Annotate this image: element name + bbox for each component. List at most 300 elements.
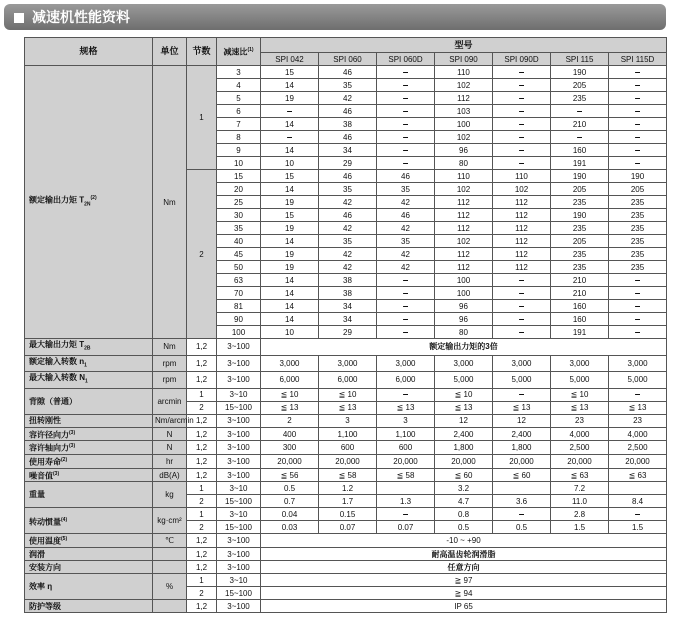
stage-cell: 1,2 <box>187 534 217 548</box>
value-cell: 235 <box>551 92 609 105</box>
value-cell: – <box>609 144 667 157</box>
value-cell: 5,000 <box>609 372 667 389</box>
row-label: 重量 <box>25 482 153 508</box>
value-cell: ≦ 63 <box>609 468 667 482</box>
row-label: 防护等级 <box>25 600 153 613</box>
value-cell: 191 <box>551 326 609 339</box>
value-cell: 102 <box>493 183 551 196</box>
value-cell: – <box>609 388 667 401</box>
table-row <box>25 548 667 561</box>
value-cell: – <box>609 326 667 339</box>
value-cell: ≦ 58 <box>377 468 435 482</box>
value-cell: 210 <box>551 287 609 300</box>
value-cell: ≦ 13 <box>609 401 667 414</box>
value-cell: 112 <box>493 222 551 235</box>
value-cell: – <box>377 313 435 326</box>
value-cell: 4,000 <box>609 427 667 441</box>
value-cell: 6,000 <box>261 372 319 389</box>
value-cell: 205 <box>551 235 609 248</box>
value-cell: 112 <box>435 261 493 274</box>
value-cell: 42 <box>319 261 377 274</box>
value-cell: 3,000 <box>551 355 609 372</box>
value-cell: 190 <box>609 170 667 183</box>
value-cell: 235 <box>609 235 667 248</box>
unit-cell: Nm/arcmin <box>153 414 187 427</box>
value-cell: 112 <box>493 196 551 209</box>
table-row <box>25 441 667 455</box>
value-cell: 23 <box>551 414 609 427</box>
value-cell: 160 <box>551 313 609 326</box>
value-cell <box>377 482 435 495</box>
value-cell: 3,000 <box>435 355 493 372</box>
unit-cell: rpm <box>153 355 187 372</box>
value-cell: 42 <box>377 261 435 274</box>
row-label: 容许轴向力$^{(3)}$ <box>25 441 153 455</box>
value-cell: – <box>493 287 551 300</box>
value-cell: – <box>609 118 667 131</box>
value-cell: – <box>609 66 667 79</box>
value-cell: 112 <box>435 196 493 209</box>
value-cell: 112 <box>493 248 551 261</box>
table-row <box>25 508 667 521</box>
stage-cell: 1,2 <box>187 339 217 356</box>
value-cell: – <box>609 287 667 300</box>
table-row <box>25 388 667 401</box>
value-cell: 205 <box>551 183 609 196</box>
ratio-cell: 8 <box>217 131 261 144</box>
value-cell: 0.15 <box>319 508 377 521</box>
ratio-cell: 3~100 <box>217 414 261 427</box>
value-cell: – <box>551 105 609 118</box>
value-cell: 235 <box>609 196 667 209</box>
stage-cell: 1 <box>187 508 217 521</box>
page-title: 减速机性能资料 <box>32 9 130 25</box>
value-cell: 1,800 <box>493 441 551 455</box>
value-cell: 0.03 <box>261 521 319 534</box>
value-cell: 400 <box>261 427 319 441</box>
unit-cell: hr <box>153 455 187 469</box>
value-cell: 190 <box>551 66 609 79</box>
model-name: SPI 115D <box>609 53 667 66</box>
value-cell: 34 <box>319 313 377 326</box>
value-cell: 14 <box>261 274 319 287</box>
table-row <box>25 534 667 548</box>
value-cell: 10 <box>261 157 319 170</box>
value-cell: 15 <box>261 170 319 183</box>
model-name: SPI 090 <box>435 53 493 66</box>
value-cell: 46 <box>319 209 377 222</box>
table-row <box>25 455 667 469</box>
value-cell: 2,400 <box>435 427 493 441</box>
table-row <box>25 414 667 427</box>
value-cell: 0.04 <box>261 508 319 521</box>
value-cell: ≦ 13 <box>435 401 493 414</box>
value-cell: 110 <box>435 66 493 79</box>
value-cell: 20,000 <box>319 455 377 469</box>
value-cell: 14 <box>261 300 319 313</box>
value-cell: 0.5 <box>435 521 493 534</box>
stage-cell: 1,2 <box>187 355 217 372</box>
value-span: 耐高温齿轮润滑脂 <box>261 548 667 561</box>
value-cell: 35 <box>319 183 377 196</box>
value-cell: 19 <box>261 222 319 235</box>
value-span: ≧ 97 <box>261 574 667 587</box>
value-cell: 235 <box>551 222 609 235</box>
value-cell: 42 <box>319 248 377 261</box>
value-cell: 19 <box>261 196 319 209</box>
ratio-header: 减速比$^{(1)}$ <box>217 38 261 66</box>
value-cell: 46 <box>319 131 377 144</box>
value-cell: – <box>377 388 435 401</box>
value-cell: 35 <box>377 235 435 248</box>
ratio-cell: 40 <box>217 235 261 248</box>
value-cell: 35 <box>319 235 377 248</box>
value-cell: 110 <box>435 170 493 183</box>
stage-cell: 1,2 <box>187 561 217 574</box>
value-cell: 11.0 <box>551 495 609 508</box>
value-cell: – <box>377 144 435 157</box>
table-row <box>25 574 667 587</box>
value-cell: – <box>377 157 435 170</box>
value-cell: ≦ 10 <box>261 388 319 401</box>
value-cell: 6,000 <box>319 372 377 389</box>
value-cell: 23 <box>609 414 667 427</box>
table-row <box>25 600 667 613</box>
value-cell: – <box>377 131 435 144</box>
value-cell: 35 <box>377 183 435 196</box>
ratio-cell: 3 <box>217 66 261 79</box>
unit-cell: ℃ <box>153 534 187 548</box>
ratio-cell: 3~100 <box>217 427 261 441</box>
square-icon <box>14 13 24 23</box>
stage-cell: 1,2 <box>187 600 217 613</box>
value-cell: 19 <box>261 261 319 274</box>
value-cell: 3 <box>377 414 435 427</box>
value-cell: 300 <box>261 441 319 455</box>
ratio-cell: 3~100 <box>217 355 261 372</box>
value-cell: 46 <box>377 170 435 183</box>
value-cell: 3,000 <box>609 355 667 372</box>
value-cell: 102 <box>435 235 493 248</box>
stage-cell: 1 <box>187 66 217 170</box>
value-cell: 96 <box>435 300 493 313</box>
row-label: 转动惯量$^{(4)}$ <box>25 508 153 534</box>
unit-cell: dB(A) <box>153 468 187 482</box>
row-label: 最大输出力矩 $T_{2B}$ <box>25 339 153 356</box>
table-row <box>25 468 667 482</box>
stages-header: 节数 <box>187 38 217 66</box>
model-name: SPI 115 <box>551 53 609 66</box>
value-cell: 0.07 <box>319 521 377 534</box>
value-cell: 19 <box>261 92 319 105</box>
unit-cell <box>153 600 187 613</box>
row-label: 额定输出力矩 $T_{2N}^{(2)}$ <box>25 66 153 339</box>
ratio-cell: 3~100 <box>217 455 261 469</box>
row-label: 噪音值$^{(3)}$ <box>25 468 153 482</box>
ratio-cell: 3~10 <box>217 482 261 495</box>
value-cell: 112 <box>493 261 551 274</box>
value-cell: 20,000 <box>493 455 551 469</box>
value-cell: 46 <box>319 66 377 79</box>
value-cell: 600 <box>319 441 377 455</box>
unit-header: 单位 <box>153 38 187 66</box>
stage-cell: 2 <box>187 170 217 339</box>
value-cell: – <box>493 105 551 118</box>
value-cell: 20,000 <box>551 455 609 469</box>
value-cell: 100 <box>435 287 493 300</box>
ratio-cell: 3~10 <box>217 574 261 587</box>
value-cell: 102 <box>435 131 493 144</box>
value-cell: – <box>493 79 551 92</box>
value-cell: – <box>377 326 435 339</box>
value-cell: ≦ 13 <box>377 401 435 414</box>
value-cell: 14 <box>261 287 319 300</box>
value-cell: 3 <box>319 414 377 427</box>
unit-cell: arcmin <box>153 388 187 414</box>
value-cell: – <box>377 92 435 105</box>
value-cell: 235 <box>551 261 609 274</box>
value-cell: – <box>609 105 667 118</box>
ratio-cell: 3~100 <box>217 561 261 574</box>
value-cell: 20,000 <box>261 455 319 469</box>
value-cell: 235 <box>609 248 667 261</box>
row-label: 安装方向 <box>25 561 153 574</box>
row-label: 扭转刚性 <box>25 414 153 427</box>
value-cell: 205 <box>609 183 667 196</box>
value-cell: 4,000 <box>551 427 609 441</box>
value-cell: 235 <box>551 196 609 209</box>
value-cell: 14 <box>261 183 319 196</box>
value-span: ≧ 94 <box>261 587 667 600</box>
value-cell: 235 <box>609 222 667 235</box>
value-cell: – <box>493 66 551 79</box>
value-cell: 1.5 <box>609 521 667 534</box>
value-cell: 14 <box>261 235 319 248</box>
table-row <box>25 355 667 372</box>
table-row <box>25 427 667 441</box>
value-cell: 3,000 <box>493 355 551 372</box>
value-cell: 110 <box>493 170 551 183</box>
value-cell: 1.7 <box>319 495 377 508</box>
ratio-cell: 70 <box>217 287 261 300</box>
value-cell: 1,100 <box>377 427 435 441</box>
value-cell: – <box>609 157 667 170</box>
value-cell: 160 <box>551 144 609 157</box>
value-cell: 12 <box>493 414 551 427</box>
stage-cell: 2 <box>187 521 217 534</box>
row-label: 使用寿命$^{(2)}$ <box>25 455 153 469</box>
ratio-cell: 3~100 <box>217 548 261 561</box>
value-cell: – <box>493 131 551 144</box>
value-cell: 2.8 <box>551 508 609 521</box>
stage-cell: 1,2 <box>187 441 217 455</box>
unit-cell <box>153 548 187 561</box>
value-cell: – <box>377 79 435 92</box>
stage-cell: 1,2 <box>187 414 217 427</box>
value-cell: 2,400 <box>493 427 551 441</box>
value-cell: – <box>493 144 551 157</box>
value-cell: ≦ 13 <box>319 401 377 414</box>
value-cell: 600 <box>377 441 435 455</box>
value-cell: 46 <box>377 209 435 222</box>
value-cell: – <box>493 313 551 326</box>
value-cell: 5,000 <box>493 372 551 389</box>
value-cell: – <box>493 157 551 170</box>
value-cell: 7.2 <box>551 482 609 495</box>
value-cell: ≦ 13 <box>261 401 319 414</box>
value-cell: ≦ 10 <box>319 388 377 401</box>
unit-cell: N <box>153 441 187 455</box>
unit-cell: Nm <box>153 66 187 339</box>
value-cell: – <box>377 66 435 79</box>
value-cell: 190 <box>551 209 609 222</box>
value-cell: – <box>261 105 319 118</box>
value-cell: 6,000 <box>377 372 435 389</box>
value-cell: 112 <box>493 209 551 222</box>
ratio-cell: 3~100 <box>217 600 261 613</box>
value-cell: 235 <box>551 248 609 261</box>
value-cell: 8.4 <box>609 495 667 508</box>
row-label: 效率 η <box>25 574 153 600</box>
value-cell: – <box>377 274 435 287</box>
value-cell: 14 <box>261 118 319 131</box>
value-cell: 42 <box>377 248 435 261</box>
ratio-cell: 81 <box>217 300 261 313</box>
value-cell: – <box>493 508 551 521</box>
value-cell: 235 <box>609 209 667 222</box>
unit-cell: kg <box>153 482 187 508</box>
value-cell: 15 <box>261 209 319 222</box>
table-row <box>25 482 667 495</box>
value-cell: 38 <box>319 287 377 300</box>
model-name: SPI 060D <box>377 53 435 66</box>
ratio-cell: 3~100 <box>217 534 261 548</box>
model-name: SPI 060 <box>319 53 377 66</box>
value-cell: 2,500 <box>551 441 609 455</box>
value-cell: 80 <box>435 326 493 339</box>
spec-header: 规格 <box>25 38 153 66</box>
value-cell: 190 <box>551 170 609 183</box>
value-cell: – <box>377 300 435 313</box>
value-span: -10 ~ +90 <box>261 534 667 548</box>
value-cell: 29 <box>319 326 377 339</box>
stage-cell: 1,2 <box>187 468 217 482</box>
value-cell: 15 <box>261 66 319 79</box>
performance-table <box>24 37 667 613</box>
unit-cell <box>153 561 187 574</box>
value-cell: 42 <box>377 196 435 209</box>
value-cell: – <box>609 300 667 313</box>
row-label: 额定输入转数 $n_1$ <box>25 355 153 372</box>
value-cell: 1,800 <box>435 441 493 455</box>
ratio-cell: 90 <box>217 313 261 326</box>
value-cell: 0.07 <box>377 521 435 534</box>
value-span: IP 65 <box>261 600 667 613</box>
value-cell: 102 <box>435 79 493 92</box>
value-cell: 210 <box>551 274 609 287</box>
value-cell: 96 <box>435 144 493 157</box>
model-name: SPI 042 <box>261 53 319 66</box>
ratio-cell: 5 <box>217 92 261 105</box>
value-cell <box>493 482 551 495</box>
value-cell: 42 <box>319 222 377 235</box>
unit-cell: Nm <box>153 339 187 356</box>
value-cell: 2,500 <box>609 441 667 455</box>
value-cell: 38 <box>319 118 377 131</box>
value-cell: 46 <box>319 105 377 118</box>
value-cell: 0.5 <box>261 482 319 495</box>
ratio-cell: 3~100 <box>217 339 261 356</box>
value-cell: 0.5 <box>493 521 551 534</box>
value-cell: 112 <box>435 209 493 222</box>
value-span: 任意方向 <box>261 561 667 574</box>
stage-cell: 1,2 <box>187 548 217 561</box>
value-cell: 20,000 <box>435 455 493 469</box>
value-cell: 4.7 <box>435 495 493 508</box>
table-row <box>25 339 667 356</box>
table-row <box>25 66 667 79</box>
value-cell: 112 <box>435 248 493 261</box>
stage-cell: 1,2 <box>187 455 217 469</box>
value-cell: ≦ 10 <box>435 388 493 401</box>
value-cell: 160 <box>551 300 609 313</box>
value-cell: 46 <box>319 170 377 183</box>
row-label: 背隙（普通） <box>25 388 153 414</box>
value-cell: – <box>377 508 435 521</box>
ratio-cell: 45 <box>217 248 261 261</box>
value-cell: – <box>377 105 435 118</box>
value-cell: 210 <box>551 118 609 131</box>
value-cell: 20,000 <box>377 455 435 469</box>
ratio-cell: 9 <box>217 144 261 157</box>
value-cell: – <box>609 131 667 144</box>
model-name: SPI 090D <box>493 53 551 66</box>
value-cell: 3.6 <box>493 495 551 508</box>
value-cell: ≦ 60 <box>435 468 493 482</box>
value-cell: 1.2 <box>319 482 377 495</box>
value-cell: 103 <box>435 105 493 118</box>
value-cell: 235 <box>609 261 667 274</box>
table-row <box>25 561 667 574</box>
ratio-cell: 3~100 <box>217 468 261 482</box>
ratio-cell: 15~100 <box>217 401 261 414</box>
ratio-cell: 4 <box>217 79 261 92</box>
value-cell: – <box>493 388 551 401</box>
value-cell: 102 <box>435 183 493 196</box>
row-label: 润滑 <box>25 548 153 561</box>
ratio-cell: 15~100 <box>217 521 261 534</box>
value-cell: 19 <box>261 248 319 261</box>
value-cell: – <box>493 274 551 287</box>
value-cell: ≦ 63 <box>551 468 609 482</box>
value-cell: 1.5 <box>551 521 609 534</box>
value-cell: – <box>609 92 667 105</box>
ratio-cell: 30 <box>217 209 261 222</box>
unit-cell: kg·cm² <box>153 508 187 534</box>
ratio-cell: 20 <box>217 183 261 196</box>
unit-cell: % <box>153 574 187 600</box>
ratio-cell: 3~10 <box>217 388 261 401</box>
stage-cell: 1,2 <box>187 372 217 389</box>
value-cell: – <box>493 300 551 313</box>
value-cell: 35 <box>319 79 377 92</box>
ratio-cell: 3~100 <box>217 372 261 389</box>
value-cell: ≦ 10 <box>551 388 609 401</box>
value-cell: – <box>493 118 551 131</box>
value-cell: 3,000 <box>377 355 435 372</box>
value-cell: 205 <box>551 79 609 92</box>
value-cell: ≦ 60 <box>493 468 551 482</box>
